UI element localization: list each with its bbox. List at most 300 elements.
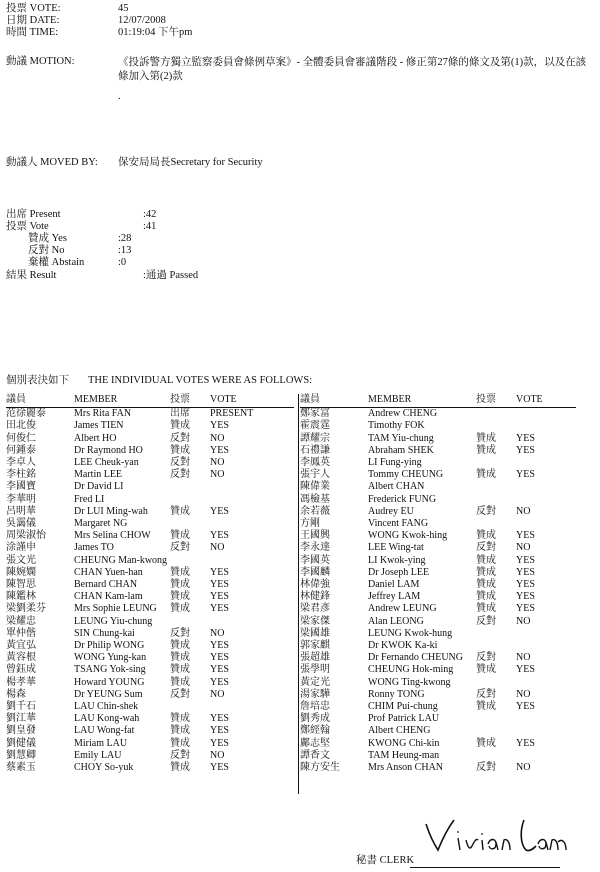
member-name-zh: 楊孝華 bbox=[6, 676, 36, 688]
member-name-zh: 蔡素玉 bbox=[6, 762, 36, 774]
member-name-en: Dr David LI bbox=[74, 481, 124, 493]
member-name-zh: 李國寶 bbox=[6, 481, 36, 493]
member-name-zh: 湯家驊 bbox=[300, 688, 330, 700]
member-vote-zh: 贊成 bbox=[170, 725, 190, 737]
member-row bbox=[6, 469, 294, 481]
member-vote-zh: 贊成 bbox=[476, 554, 496, 566]
member-row bbox=[6, 420, 294, 432]
member-vote-en: YES bbox=[210, 725, 229, 737]
member-name-zh: 單仲偕 bbox=[6, 627, 36, 639]
member-row bbox=[6, 689, 294, 701]
member-vote-zh bbox=[476, 677, 516, 689]
votes-table-left-header bbox=[6, 394, 294, 408]
member-name-en: CHOY So-yuk bbox=[74, 762, 134, 774]
member-vote-zh bbox=[476, 481, 516, 493]
member-name-en: Audrey EU bbox=[368, 505, 414, 517]
member-vote-en: YES bbox=[516, 554, 535, 566]
member-row bbox=[300, 628, 576, 640]
member-vote-zh: 贊成 bbox=[476, 566, 496, 578]
member-name-en: Daniel LAM bbox=[368, 579, 420, 591]
member-name-en: Bernard CHAN bbox=[74, 579, 138, 591]
member-vote-en: YES bbox=[516, 701, 535, 713]
member-vote-en bbox=[516, 713, 576, 725]
date-value: 12/07/2008 bbox=[118, 15, 166, 26]
member-row bbox=[300, 652, 576, 664]
member-vote-en: YES bbox=[516, 737, 535, 749]
member-name-en: Vincent FANG bbox=[368, 518, 429, 530]
member-row bbox=[6, 750, 294, 762]
member-vote-zh: 贊成 bbox=[170, 640, 190, 652]
member-vote-zh: 反對 bbox=[476, 505, 496, 517]
member-name-zh: 方剛 bbox=[300, 518, 320, 530]
member-name-zh: 李永達 bbox=[300, 542, 330, 554]
moved-by-label: 動議人 MOVED BY: bbox=[6, 157, 98, 168]
member-name-en: Margaret NG bbox=[74, 518, 128, 530]
motion-label: 動議 MOTION: bbox=[6, 56, 75, 67]
member-row bbox=[300, 603, 576, 615]
member-vote-en: YES bbox=[516, 566, 535, 578]
member-row bbox=[300, 579, 576, 591]
member-name-zh: 鄭經翰 bbox=[300, 725, 330, 737]
member-name-en: Emily LAU bbox=[74, 749, 122, 761]
member-row bbox=[300, 481, 576, 493]
member-vote-zh: 贊成 bbox=[476, 591, 496, 603]
member-row bbox=[300, 689, 576, 701]
member-vote-en bbox=[516, 408, 576, 421]
result-label: 結果 Result bbox=[6, 270, 57, 281]
member-vote-zh: 贊成 bbox=[476, 432, 496, 444]
votes-table-right bbox=[300, 394, 576, 774]
member-name-zh: 呂明華 bbox=[6, 505, 36, 517]
member-name-en: CHIM Pui-chung bbox=[368, 701, 438, 713]
member-row bbox=[300, 725, 576, 737]
member-name-zh: 陳偉業 bbox=[300, 481, 330, 493]
member-vote-en: YES bbox=[210, 591, 229, 603]
member-name-zh: 梁劉柔芬 bbox=[6, 603, 46, 615]
member-vote-en bbox=[516, 677, 576, 689]
col-member-zh: 議員 bbox=[300, 394, 368, 408]
member-name-zh: 梁君彥 bbox=[300, 603, 330, 615]
member-row bbox=[300, 701, 576, 713]
no-value: :13 bbox=[118, 245, 132, 256]
votes-table-left bbox=[6, 394, 294, 774]
member-vote-zh: 贊成 bbox=[476, 737, 496, 749]
member-vote-en: YES bbox=[516, 432, 535, 444]
member-name-en: WONG Kwok-hing bbox=[368, 530, 448, 542]
individual-votes-heading-zh: 個別表決如下 bbox=[6, 375, 69, 386]
member-name-zh: 李國英 bbox=[300, 554, 330, 566]
member-name-zh: 鄺志堅 bbox=[300, 737, 330, 749]
member-name-en: LAU Kong-wah bbox=[74, 713, 140, 725]
member-vote-zh: 反對 bbox=[170, 542, 190, 554]
member-row bbox=[6, 530, 294, 542]
member-name-en: Abraham SHEK bbox=[368, 444, 434, 456]
member-row bbox=[6, 664, 294, 676]
member-name-en: Frederick FUNG bbox=[368, 493, 437, 505]
motion-trailing-dot: . bbox=[118, 91, 121, 103]
member-vote-zh bbox=[476, 408, 516, 421]
member-name-zh: 張學明 bbox=[300, 664, 330, 676]
member-vote-en bbox=[516, 481, 576, 493]
present-value: :42 bbox=[143, 209, 157, 220]
member-vote-en: NO bbox=[516, 652, 531, 664]
member-vote-zh: 反對 bbox=[170, 432, 190, 444]
member-row bbox=[300, 616, 576, 628]
abstain-value: :0 bbox=[118, 257, 127, 268]
member-row bbox=[6, 713, 294, 725]
motion-text bbox=[118, 56, 588, 105]
yes-label: 贊成 Yes bbox=[28, 233, 67, 244]
member-row bbox=[6, 518, 294, 530]
member-vote-zh bbox=[476, 457, 516, 469]
member-name-en: Timothy FOK bbox=[368, 420, 425, 432]
member-name-en: LI Fung-ying bbox=[368, 457, 422, 469]
member-name-zh: 楊森 bbox=[6, 688, 26, 700]
member-vote-zh: 贊成 bbox=[476, 469, 496, 481]
no-label: 反對 No bbox=[28, 245, 65, 256]
member-vote-zh bbox=[476, 494, 516, 506]
member-row bbox=[6, 445, 294, 457]
member-vote-en: YES bbox=[516, 591, 535, 603]
member-name-en: Jeffrey LAM bbox=[368, 591, 421, 603]
member-name-en: Tommy CHEUNG bbox=[368, 469, 444, 481]
member-row bbox=[6, 701, 294, 713]
member-name-en: TAM Yiu-chung bbox=[368, 432, 434, 444]
member-name-zh: 梁國雄 bbox=[300, 627, 330, 639]
member-name-en: Andrew LEUNG bbox=[368, 603, 437, 615]
member-vote-zh: 贊成 bbox=[170, 444, 190, 456]
result-value: :通過 Passed bbox=[143, 270, 199, 281]
clerk-signature bbox=[420, 810, 570, 860]
member-name-en: CHEUNG Man-kwong bbox=[74, 554, 168, 566]
member-name-zh: 張文光 bbox=[6, 554, 36, 566]
col-vote-en: VOTE bbox=[516, 394, 576, 408]
member-vote-en: YES bbox=[210, 566, 229, 578]
member-name-zh: 吳靄儀 bbox=[6, 518, 36, 530]
member-name-en: CHAN Yuen-han bbox=[74, 566, 143, 578]
member-name-en: Fred LI bbox=[74, 493, 105, 505]
member-name-en: Albert CHAN bbox=[368, 481, 425, 493]
member-vote-en bbox=[210, 701, 294, 713]
member-vote-zh: 贊成 bbox=[170, 579, 190, 591]
member-name-en: Mrs Anson CHAN bbox=[368, 762, 444, 774]
member-vote-en: NO bbox=[516, 762, 531, 774]
member-name-en: Alan LEONG bbox=[368, 615, 424, 627]
clerk-label: 秘書 CLERK bbox=[356, 855, 415, 866]
member-vote-zh: 贊成 bbox=[170, 505, 190, 517]
member-row bbox=[300, 640, 576, 652]
member-name-zh: 王國興 bbox=[300, 530, 330, 542]
member-vote-en bbox=[516, 494, 576, 506]
member-row bbox=[6, 506, 294, 518]
member-name-zh: 石禮謙 bbox=[300, 444, 330, 456]
member-name-zh: 郭家麒 bbox=[300, 640, 330, 652]
member-vote-zh: 反對 bbox=[476, 542, 496, 554]
member-vote-zh bbox=[170, 555, 210, 567]
member-vote-en: YES bbox=[210, 737, 229, 749]
member-vote-en: NO bbox=[210, 627, 225, 639]
member-vote-zh bbox=[476, 420, 516, 432]
member-vote-en bbox=[516, 457, 576, 469]
member-vote-zh bbox=[170, 518, 210, 530]
member-vote-zh: 贊成 bbox=[476, 444, 496, 456]
member-row bbox=[300, 408, 576, 421]
member-vote-zh bbox=[170, 616, 210, 628]
member-name-zh: 李柱銘 bbox=[6, 469, 36, 481]
member-vote-zh: 贊成 bbox=[170, 530, 190, 542]
member-name-zh: 何俊仁 bbox=[6, 432, 36, 444]
member-vote-zh: 贊成 bbox=[170, 664, 190, 676]
member-row bbox=[6, 542, 294, 554]
member-vote-zh: 贊成 bbox=[170, 762, 190, 774]
member-name-en: TSANG Yok-sing bbox=[74, 664, 146, 676]
member-name-zh: 李國麟 bbox=[300, 566, 330, 578]
member-vote-zh bbox=[476, 713, 516, 725]
member-name-en: Andrew CHENG bbox=[368, 408, 438, 420]
member-name-zh: 何鍾泰 bbox=[6, 444, 36, 456]
member-name-zh: 鄭家富 bbox=[300, 408, 330, 420]
vote-count-label: 投票 Vote bbox=[6, 221, 49, 232]
member-vote-en: NO bbox=[210, 749, 225, 761]
member-vote-en: YES bbox=[210, 530, 229, 542]
member-vote-zh bbox=[476, 725, 516, 737]
member-name-zh: 張宇人 bbox=[300, 469, 330, 481]
member-row bbox=[6, 738, 294, 750]
member-vote-en: YES bbox=[516, 444, 535, 456]
member-name-zh: 李鳳英 bbox=[300, 457, 330, 469]
member-name-zh: 陳方安生 bbox=[300, 762, 340, 774]
abstain-label: 棄權 Abstain bbox=[28, 257, 85, 268]
member-name-en: Albert CHENG bbox=[368, 725, 431, 737]
member-vote-zh bbox=[170, 494, 210, 506]
member-row bbox=[300, 567, 576, 579]
member-vote-en: NO bbox=[516, 688, 531, 700]
member-vote-en: YES bbox=[210, 676, 229, 688]
member-vote-zh: 反對 bbox=[170, 688, 190, 700]
member-row bbox=[6, 494, 294, 506]
member-name-en: Dr KWOK Ka-ki bbox=[368, 640, 438, 652]
member-name-en: Albert HO bbox=[74, 432, 117, 444]
member-name-en: LI Kwok-ying bbox=[368, 554, 426, 566]
member-vote-en: YES bbox=[516, 469, 535, 481]
vote-count-value: :41 bbox=[143, 221, 157, 232]
member-name-zh: 李卓人 bbox=[6, 457, 36, 469]
member-vote-en: NO bbox=[210, 542, 225, 554]
member-vote-zh: 出席 bbox=[170, 408, 190, 420]
member-row bbox=[6, 591, 294, 603]
member-vote-en: NO bbox=[210, 469, 225, 481]
member-vote-zh: 贊成 bbox=[476, 530, 496, 542]
member-row bbox=[6, 652, 294, 664]
member-name-zh: 梁耀忠 bbox=[6, 615, 36, 627]
member-name-zh: 張超雄 bbox=[300, 652, 330, 664]
member-name-en: Miriam LAU bbox=[74, 737, 128, 749]
member-name-en: James TIEN bbox=[74, 420, 124, 432]
member-vote-zh bbox=[170, 701, 210, 713]
member-vote-en: YES bbox=[210, 444, 229, 456]
member-vote-en bbox=[516, 518, 576, 530]
member-name-zh: 周梁淑怡 bbox=[6, 530, 46, 542]
member-row bbox=[6, 433, 294, 445]
member-name-zh: 黃定光 bbox=[300, 676, 330, 688]
member-vote-en bbox=[210, 481, 294, 493]
member-vote-zh: 贊成 bbox=[476, 579, 496, 591]
col-member-en: MEMBER bbox=[368, 394, 476, 408]
member-vote-en: NO bbox=[516, 542, 531, 554]
member-name-zh: 曾鈺成 bbox=[6, 664, 36, 676]
member-vote-zh bbox=[476, 518, 516, 530]
member-row bbox=[6, 555, 294, 567]
member-name-en: Ronny TONG bbox=[368, 688, 425, 700]
member-name-en: CHEUNG Hok-ming bbox=[368, 664, 454, 676]
member-name-en: Dr Raymond HO bbox=[74, 444, 143, 456]
member-name-en: TAM Heung-man bbox=[368, 749, 440, 761]
member-vote-en bbox=[516, 725, 576, 737]
time-value: 01:19:04 下午pm bbox=[118, 27, 193, 38]
member-name-zh: 詹培忠 bbox=[300, 701, 330, 713]
member-vote-zh: 反對 bbox=[170, 749, 190, 761]
member-row bbox=[6, 603, 294, 615]
member-vote-en bbox=[516, 640, 576, 652]
member-vote-en: YES bbox=[516, 664, 535, 676]
member-name-en: KWONG Chi-kin bbox=[368, 737, 440, 749]
member-vote-en bbox=[210, 616, 294, 628]
col-member-en: MEMBER bbox=[74, 394, 170, 408]
member-row bbox=[300, 433, 576, 445]
member-name-en: CHAN Kam-lam bbox=[74, 591, 143, 603]
col-vote-en: VOTE bbox=[210, 394, 294, 408]
member-name-zh: 陳婉嫻 bbox=[6, 566, 36, 578]
member-vote-zh: 贊成 bbox=[476, 701, 496, 713]
member-name-en: Dr Fernando CHEUNG bbox=[368, 652, 463, 664]
member-row bbox=[300, 713, 576, 725]
member-row bbox=[300, 494, 576, 506]
member-name-zh: 劉千石 bbox=[6, 701, 36, 713]
member-name-en: WONG Ting-kwong bbox=[368, 676, 451, 688]
member-name-zh: 陳鑑林 bbox=[6, 591, 36, 603]
member-row bbox=[6, 408, 294, 421]
moved-by-value: 保安局局長Secretary for Security bbox=[118, 157, 263, 168]
member-name-en: LEE Wing-tat bbox=[368, 542, 424, 554]
member-name-zh: 涂謹申 bbox=[6, 542, 36, 554]
member-vote-en: YES bbox=[210, 713, 229, 725]
member-vote-en bbox=[210, 518, 294, 530]
member-vote-en: YES bbox=[516, 603, 535, 615]
member-vote-en: YES bbox=[210, 664, 229, 676]
member-name-zh: 黃容根 bbox=[6, 652, 36, 664]
member-name-en: Prof Patrick LAU bbox=[368, 713, 440, 725]
member-row bbox=[6, 567, 294, 579]
member-row bbox=[300, 555, 576, 567]
member-row bbox=[6, 481, 294, 493]
member-vote-zh: 贊成 bbox=[170, 591, 190, 603]
present-label: 出席 Present bbox=[6, 209, 61, 220]
member-vote-zh: 贊成 bbox=[170, 566, 190, 578]
vote-number-label: 投票 VOTE: bbox=[6, 3, 61, 14]
member-name-en: LEUNG Yiu-chung bbox=[74, 615, 153, 627]
member-name-zh: 李華明 bbox=[6, 493, 36, 505]
member-name-zh: 劉慧卿 bbox=[6, 749, 36, 761]
member-vote-en bbox=[516, 750, 576, 762]
member-vote-zh: 贊成 bbox=[170, 676, 190, 688]
member-vote-en: YES bbox=[210, 579, 229, 591]
member-row bbox=[6, 457, 294, 469]
member-name-en: LAU Wong-fat bbox=[74, 725, 135, 737]
member-name-en: Mrs Sophie LEUNG bbox=[74, 603, 157, 615]
member-row bbox=[300, 530, 576, 542]
member-name-en: LEUNG Kwok-hung bbox=[368, 627, 453, 639]
member-row bbox=[300, 542, 576, 554]
member-name-en: Dr Philip WONG bbox=[74, 640, 145, 652]
member-name-zh: 馮檢基 bbox=[300, 493, 330, 505]
member-row bbox=[300, 506, 576, 518]
member-row bbox=[300, 750, 576, 762]
member-row bbox=[300, 518, 576, 530]
member-vote-zh: 贊成 bbox=[170, 713, 190, 725]
member-vote-en: YES bbox=[210, 603, 229, 615]
member-vote-zh: 贊成 bbox=[476, 603, 496, 615]
member-vote-en: YES bbox=[210, 505, 229, 517]
member-name-zh: 譚香文 bbox=[300, 749, 330, 761]
member-name-en: LAU Chin-shek bbox=[74, 701, 139, 713]
col-member-zh: 議員 bbox=[6, 394, 74, 408]
member-name-en: LEE Cheuk-yan bbox=[74, 457, 139, 469]
member-name-zh: 黃宜弘 bbox=[6, 640, 36, 652]
member-name-zh: 余若薇 bbox=[300, 505, 330, 517]
member-vote-zh bbox=[476, 628, 516, 640]
member-vote-zh bbox=[170, 481, 210, 493]
member-vote-en: YES bbox=[516, 579, 535, 591]
column-divider bbox=[298, 394, 299, 794]
yes-value: :28 bbox=[118, 233, 132, 244]
member-vote-zh: 反對 bbox=[170, 469, 190, 481]
member-vote-zh: 贊成 bbox=[170, 652, 190, 664]
member-vote-zh: 贊成 bbox=[170, 420, 190, 432]
member-name-zh: 劉江華 bbox=[6, 713, 36, 725]
member-row bbox=[300, 677, 576, 689]
member-name-zh: 譚耀宗 bbox=[300, 432, 330, 444]
member-name-en: Dr Joseph LEE bbox=[368, 566, 430, 578]
motion-description: 《投訴警方獨立監察委員會條例草案》- 全體委員會審議階段 - 修正第27條的條文及第(1)款，以及在該條加入第(2)款 bbox=[118, 57, 587, 83]
col-vote-zh: 投票 bbox=[476, 394, 516, 408]
member-row bbox=[6, 579, 294, 591]
member-row bbox=[6, 677, 294, 689]
member-vote-en: NO bbox=[210, 688, 225, 700]
member-row bbox=[6, 640, 294, 652]
member-name-en: WONG Yung-kan bbox=[74, 652, 147, 664]
member-vote-zh: 反對 bbox=[170, 627, 190, 639]
col-vote-zh: 投票 bbox=[170, 394, 210, 408]
member-row bbox=[6, 616, 294, 628]
member-vote-zh: 反對 bbox=[476, 688, 496, 700]
member-name-zh: 林健鋒 bbox=[300, 591, 330, 603]
member-vote-en bbox=[516, 628, 576, 640]
clerk-signature-line bbox=[410, 867, 560, 868]
member-vote-en: YES bbox=[210, 640, 229, 652]
member-name-en: Dr YEUNG Sum bbox=[74, 688, 143, 700]
member-row bbox=[300, 445, 576, 457]
member-row bbox=[300, 664, 576, 676]
member-row bbox=[300, 591, 576, 603]
member-name-zh: 范徐麗泰 bbox=[6, 408, 46, 420]
member-row bbox=[300, 420, 576, 432]
member-vote-zh: 反對 bbox=[170, 457, 190, 469]
votes-table-right-header bbox=[300, 394, 576, 408]
member-row bbox=[300, 469, 576, 481]
member-name-en: Howard YOUNG bbox=[74, 676, 145, 688]
member-name-zh: 林偉強 bbox=[300, 579, 330, 591]
member-vote-en: NO bbox=[516, 505, 531, 517]
